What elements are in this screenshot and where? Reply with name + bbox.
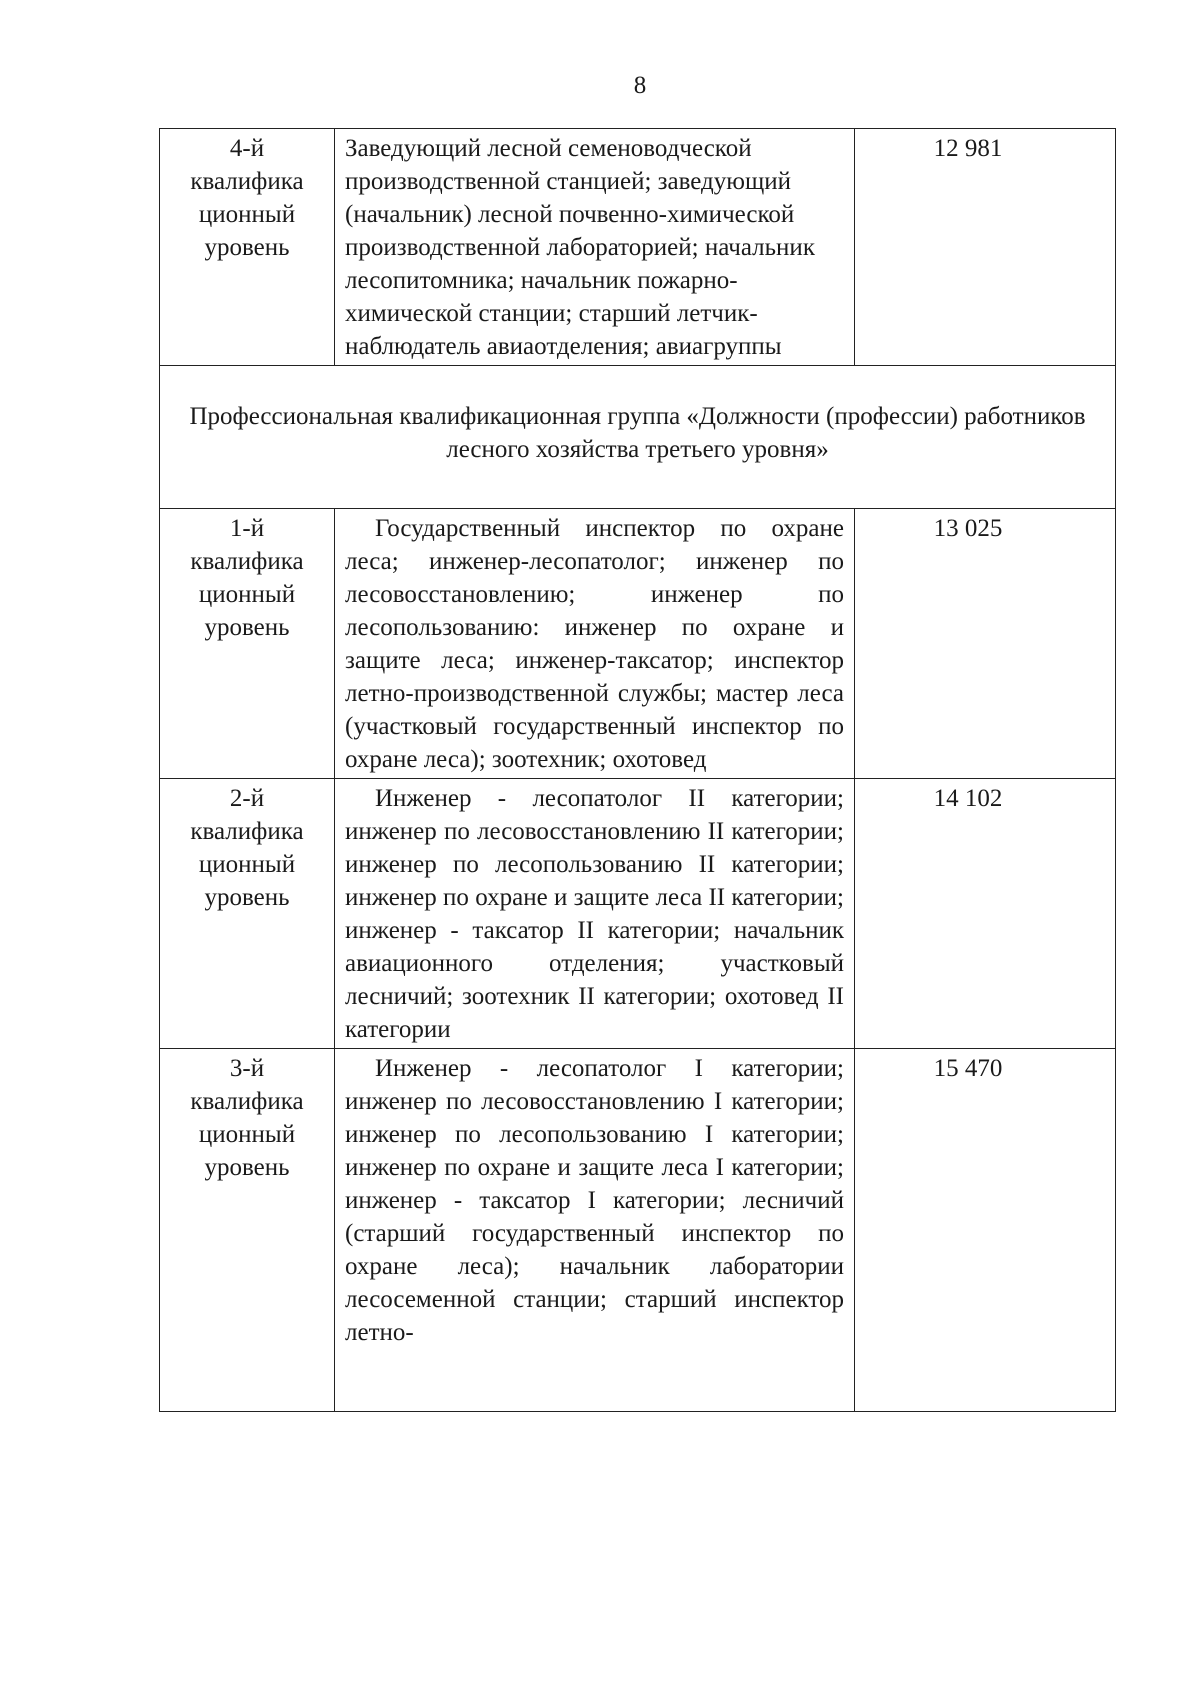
salary-cell: 14 102 — [855, 779, 1116, 1049]
positions-cell — [335, 509, 855, 779]
page-number: 8 — [633, 72, 647, 99]
qualification-level-cell — [160, 779, 335, 1049]
table-row — [160, 779, 1116, 1049]
positions-cell — [335, 1049, 855, 1412]
level-line: квалифика — [190, 168, 304, 195]
qualification-table — [159, 128, 1116, 1412]
positions-text: Государственный инспектор по охране леса; инженер-лесопатолог; инженер по лесовосстановлению; инженер по лесопользованию: инженер по охране и защите леса; инженер-таксатор; инспектор летно-производственной службы; мастер леса (участковый государственный инспектор по охране леса); зоотехник; охотовед — [345, 515, 844, 773]
level-line: 1-й — [229, 515, 265, 542]
level-line: 2-й — [229, 785, 265, 812]
qualification-level-cell — [160, 509, 335, 779]
level-line: ционный — [198, 581, 296, 608]
table-row — [160, 509, 1116, 779]
level-line: уровень — [204, 234, 290, 261]
level-line: ционный — [198, 201, 296, 228]
qualification-level-cell — [160, 1049, 335, 1412]
level-line: квалифика — [190, 818, 304, 845]
level-line: уровень — [204, 884, 290, 911]
positions-text: Заведующий лесной семеноводческой производственной станцией; заведующий (начальник) лесной почвенно-химической производственной лабораторией; начальник лесопитомника; начальник пожарно-химической станции; старший летчик-наблюдатель авиаотделения; авиагруппы — [345, 135, 815, 360]
group-heading: Профессиональная квалификационная группа «Должности (профессии) работников лесного хозяйства третьего уровня» — [160, 366, 1116, 509]
positions-cell — [335, 779, 855, 1049]
qualification-level-cell — [160, 129, 335, 366]
salary-cell: 12 981 — [855, 129, 1116, 366]
table-row — [160, 1049, 1116, 1412]
positions-text: Инженер - лесопатолог II категории; инженер по лесовосстановлению II категории; инженер по лесопользованию II категории; инженер по охране и защите леса II категории; инженер - таксатор II категории; начальник авиационного отделения; участковый лесничий; зоотехник II категории; охотовед II категории — [345, 785, 844, 1043]
level-line: квалифика — [190, 1088, 304, 1115]
level-line: ционный — [198, 851, 296, 878]
level-line: 4-й — [229, 135, 265, 162]
level-line: уровень — [204, 614, 290, 641]
positions-cell — [335, 129, 855, 366]
level-line: ционный — [198, 1121, 296, 1148]
level-line: 3-й — [229, 1055, 265, 1082]
level-line: квалифика — [190, 548, 304, 575]
salary-cell: 15 470 — [855, 1049, 1116, 1412]
group-heading-row — [160, 366, 1116, 509]
level-line: уровень — [204, 1154, 290, 1181]
table-row — [160, 129, 1116, 366]
positions-text: Инженер - лесопатолог I категории; инженер по лесовосстановлению I категории; инженер по лесопользованию I категории; инженер по охране и защите леса I категории; инженер - таксатор I категории; лесничий (старший государственный инспектор по охране леса); начальник лаборатории лесосеменной станции; старший инспектор летно- — [345, 1055, 844, 1346]
salary-cell: 13 025 — [855, 509, 1116, 779]
